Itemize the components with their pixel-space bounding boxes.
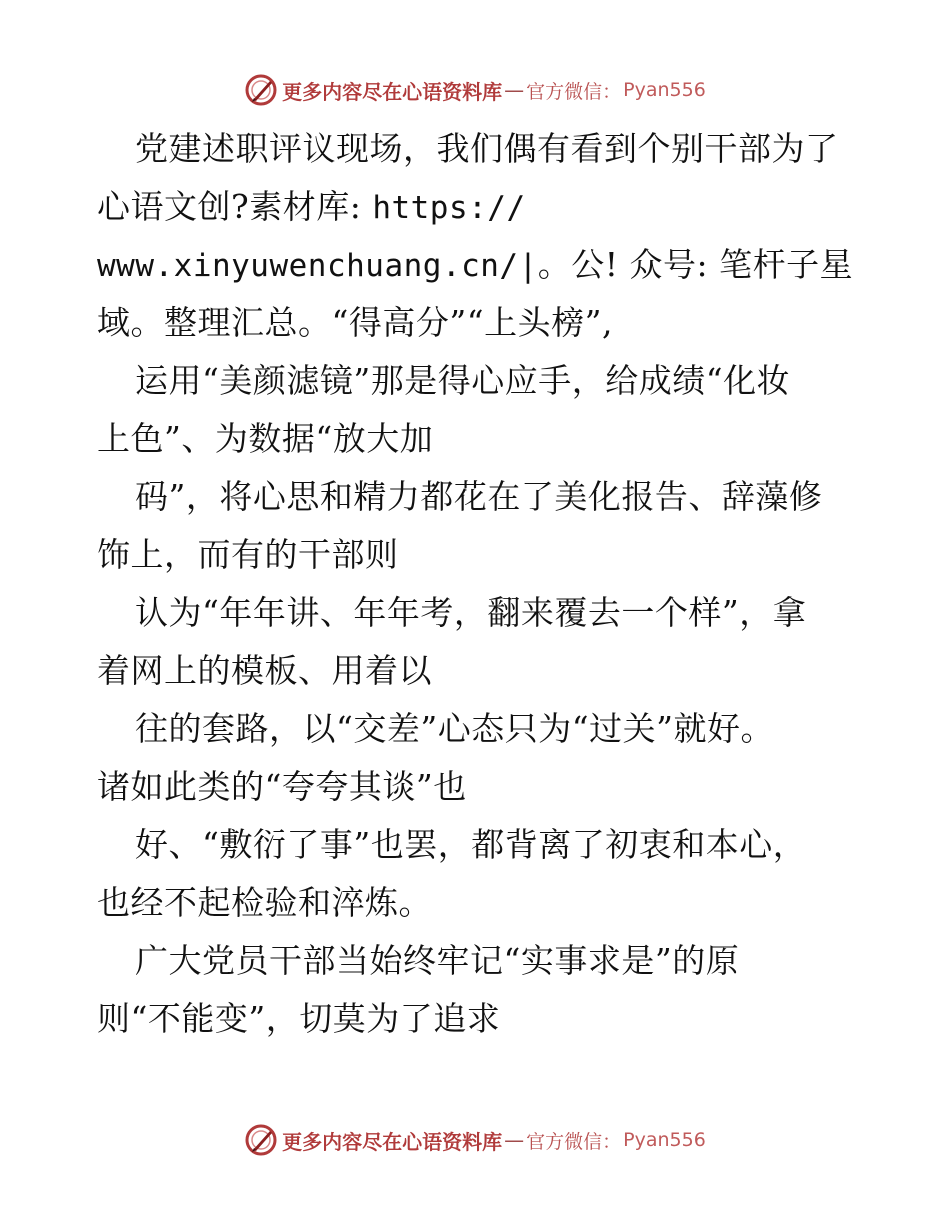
body-line: 域。整理汇总。“得高分”“上头榜”, bbox=[97, 303, 613, 342]
header-banner bbox=[0, 70, 950, 110]
body-line: 着网上的模板、用着以 bbox=[97, 651, 432, 690]
banner-dash: — bbox=[504, 78, 525, 102]
footer-banner bbox=[0, 1120, 950, 1160]
banner-site-name: 更多内容尽在心语资料库 bbox=[282, 79, 503, 104]
quill-pen-logo-icon bbox=[244, 1123, 278, 1157]
quill-pen-logo-icon bbox=[244, 73, 278, 107]
banner-wechat-id: Pyan556 bbox=[623, 79, 706, 101]
body-line-text: 心语文创?素材库: bbox=[97, 187, 373, 226]
body-line: 好、“敷衍了事”也罢，都背离了初衷和本心， bbox=[135, 825, 807, 864]
banner-wechat-id: Pyan556 bbox=[623, 1129, 706, 1151]
banner-dash: — bbox=[504, 1128, 525, 1152]
body-line: 运用“美颜滤镜”那是得心应手，给成绩“化妆 bbox=[135, 361, 791, 400]
body-line: 往的套路，以“交差”心态只为“过关”就好。 bbox=[135, 709, 774, 748]
body-line-url-text: https:// bbox=[372, 190, 526, 226]
body-line: 上色”、为数据“放大加 bbox=[97, 419, 434, 458]
body-line-url-domain: www.xinyuwenchuang.cn/|。公! 众号: 笔杆子星 bbox=[97, 245, 854, 284]
body-line: 也经不起检验和淬炼。 bbox=[97, 883, 432, 922]
banner-wechat-label: 官方微信： bbox=[526, 80, 622, 103]
body-line: 码”，将心思和精力都花在了美化报告、辞藻修 bbox=[135, 477, 823, 516]
body-line: 诸如此类的“夸夸其谈”也 bbox=[97, 767, 467, 806]
body-line-url bbox=[97, 178, 857, 236]
body-line: 党建述职评议现场，我们偶有看到个别干部为了 bbox=[135, 129, 839, 168]
body-line: 则“不能变”，切莫为了追求 bbox=[97, 999, 501, 1038]
body-line: 广大党员干部当始终牢记“实事求是”的原 bbox=[135, 941, 740, 980]
body-line: 饰上，而有的干部则 bbox=[97, 535, 399, 574]
banner-site-name: 更多内容尽在心语资料库 bbox=[282, 1129, 503, 1154]
banner-wechat-label: 官方微信： bbox=[526, 1130, 622, 1153]
body-line: 认为“年年讲、年年考，翻来覆去一个样”，拿 bbox=[135, 593, 807, 632]
document-body bbox=[97, 120, 857, 1048]
